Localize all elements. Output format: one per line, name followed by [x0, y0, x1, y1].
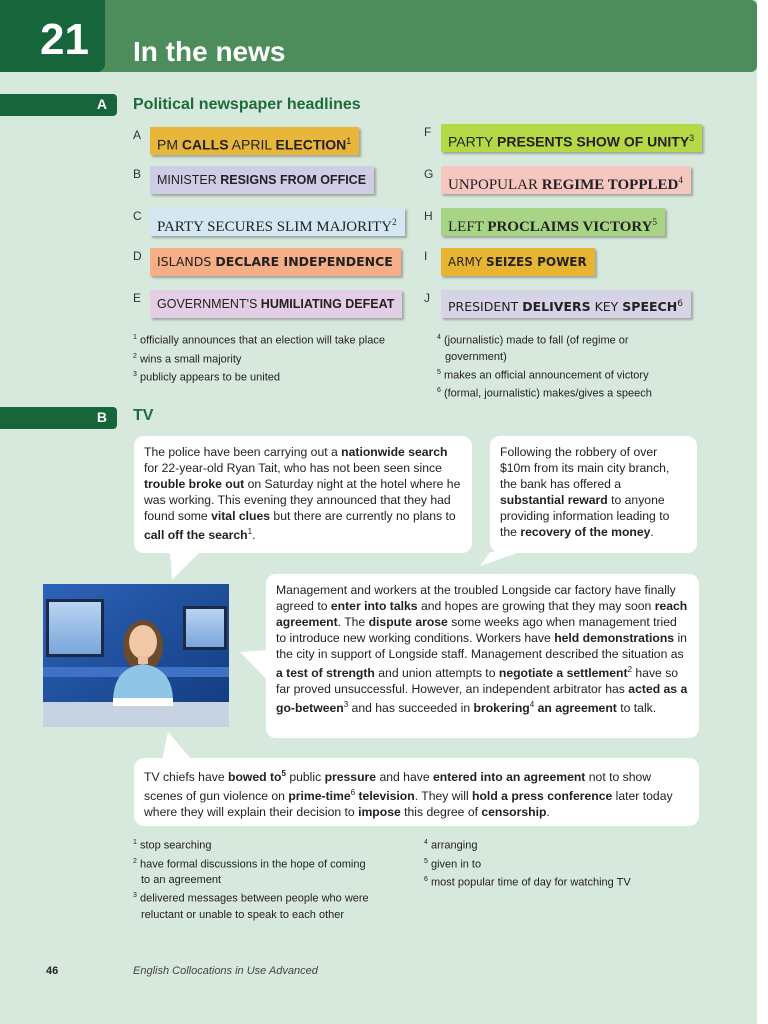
collocation: held demonstrations [554, 631, 675, 645]
bubble-text: to talk. [616, 701, 657, 716]
bubble-text: some weeks ago when management tried to introduce new working conditions. Workers have [276, 615, 677, 645]
footnote-text: given in to [427, 858, 482, 871]
news-bubble-police [134, 436, 472, 553]
bubble-text: Management and workers at the troubled Longside car factory have finally agreed to [276, 583, 676, 613]
unit-number: 21 [40, 15, 89, 64]
footnote [133, 888, 403, 923]
footnote-number: 2 [133, 352, 137, 360]
bubble-text: TV chiefs have [144, 770, 228, 785]
footnote [424, 835, 694, 854]
headline-text: HUMILIATING DEFEAT [260, 297, 395, 311]
footnote-text: stop searching [136, 839, 212, 852]
footnote-text: publicly appears to be united [136, 371, 281, 384]
collocation: vital clues [211, 509, 271, 523]
bubble-text: not to show scenes of gun violence on [144, 770, 652, 804]
bubble3-tail [240, 650, 267, 680]
bubble-text: in the city in support of Longside staff. Management described the situation as [276, 631, 687, 661]
footnote-number: 4 [424, 839, 428, 846]
footnote-ref: 6 [350, 788, 356, 798]
bubble-text: on Saturday night at the hotel where he was working. This evening they announced that they had found some [144, 477, 461, 523]
footnote-number: 5 [424, 857, 428, 865]
collocation: television [355, 789, 415, 804]
headline-letter: I [424, 249, 428, 263]
footnote-ref: 3 [343, 700, 349, 710]
headline-text: CALLS [181, 136, 229, 153]
footnote [133, 854, 403, 889]
page-number: 46 [46, 965, 59, 977]
footnote-number: 1 [133, 334, 137, 341]
headline-letter: D [133, 249, 142, 263]
unit-title: In the news [133, 36, 286, 67]
collocation: enter into talks [330, 599, 418, 613]
headline-footnote-ref: 3 [689, 133, 695, 143]
collocation: 5 [281, 769, 286, 778]
footnote-text: arranging [427, 839, 478, 852]
section-b-footnotes-right [424, 835, 694, 891]
headline-footnote-ref: 1 [346, 136, 352, 146]
footnote [424, 872, 694, 891]
bubble-text: and union attempts to [374, 666, 499, 681]
footnote-text-continued: to an agreement [141, 874, 222, 887]
headline-text: PARTY SECURES SLIM MAJORITY [157, 219, 393, 235]
bubble-text: later today where they will explain their decision to [144, 789, 673, 820]
headline-text: KEY [590, 299, 623, 315]
footnote [133, 835, 403, 854]
headline-letter: F [424, 125, 432, 139]
section-a-letter: A [96, 96, 107, 112]
bubble-text: . They will [414, 789, 473, 804]
collocation: substantial reward [500, 493, 608, 507]
bubble-text: . [546, 805, 550, 820]
headline-letter: G [424, 167, 434, 181]
footnote-text: officially announces that an election will take place [136, 334, 385, 347]
footnote-ref: 1 [247, 527, 253, 536]
collocation: bowed to [228, 770, 282, 785]
headline-text: PARTY [448, 133, 498, 150]
collocation: nationwide search [341, 445, 448, 459]
footnote-text-continued: reluctant or unable to speak to each other [141, 908, 345, 921]
collocation: prime-time [288, 789, 351, 804]
section-a-title: Political newspaper headlines [133, 96, 361, 113]
headline-text: REGIME TOPPLED [541, 177, 679, 193]
footnote-number: 1 [133, 839, 137, 846]
bubble-text: and have [376, 770, 433, 785]
headline-text: LEFT [448, 219, 488, 235]
news-bubble-factory [266, 574, 699, 738]
headline-letter: A [133, 128, 142, 142]
footnote-number: 6 [437, 387, 441, 395]
footnote [424, 854, 694, 873]
headline-footnote-ref: 5 [652, 217, 658, 227]
bubble-text: public [285, 770, 325, 785]
footnote-text: makes an official announcement of victory [440, 369, 649, 382]
headline-text: DECLARE INDEPENDENCE [215, 254, 393, 269]
headline-footnote-ref: 6 [677, 299, 683, 309]
bubble-text: but there are currently no plans to [270, 509, 456, 523]
headline-text: ELECTION [275, 136, 347, 153]
headline-text: ISLANDS [157, 254, 216, 269]
headline-text: PRESENTS SHOW OF UNITY [497, 133, 690, 150]
footnote-number: 3 [133, 371, 137, 379]
bubble-text: . [252, 528, 256, 543]
bubble-text: have so far proved unsuccessful. However, an independent arbitrator has [276, 666, 679, 697]
headline-text: PROCLAIMS VICTORY [487, 219, 653, 235]
footnote-text: (journalistic) made to fall (of regime or [440, 334, 629, 347]
footnote-number: 6 [424, 876, 428, 884]
headline-footnote-ref: 2 [392, 217, 397, 227]
headline-text: DELIVERS [522, 299, 591, 315]
collocation: an agreement [534, 701, 617, 716]
collocation: a test of strength [276, 666, 375, 681]
collocation: brokering [473, 701, 530, 716]
bubble4-tail [162, 732, 192, 760]
bubble-text: . The [337, 615, 369, 629]
footnote-number: 2 [133, 857, 137, 865]
headline-text: ARMY [448, 255, 487, 269]
bubble-text: . [650, 525, 654, 539]
headline-text: SEIZES POWER [486, 255, 587, 269]
headline-text: RESIGNS FROM OFFICE [220, 173, 367, 187]
footnote-text: wins a small majority [136, 353, 242, 366]
headline-text: MINISTER [157, 173, 221, 187]
footnote-number: 5 [437, 368, 441, 376]
bubble-text: this degree of [400, 805, 482, 820]
bubble-text: Following the robbery of over $10m from its main city branch, the bank has offered a [500, 445, 670, 491]
bubble1-tail [170, 552, 200, 580]
headline-text: PM [157, 136, 182, 153]
section-b-title: TV [133, 407, 154, 424]
footnote-text: (formal, journalistic) makes/gives a speech [440, 387, 652, 400]
collocation: negotiate a settlement [498, 666, 628, 681]
collocation: trouble broke out [144, 477, 245, 491]
news-bubble-tv-chiefs [134, 758, 699, 826]
headline-text: UNPOPULAR [448, 177, 542, 193]
section-b-footnotes-left [133, 835, 403, 923]
bubble-text: and hopes are growing that they may soon [417, 599, 655, 613]
collocation: recovery of the money [520, 525, 651, 539]
headline-text: APRIL [228, 136, 276, 153]
footnote-ref: 2 [627, 665, 633, 674]
collocation: censorship [481, 805, 547, 820]
bubble-text: for 22-year-old Ryan Tait, who has not been seen since [144, 461, 442, 475]
collocation: acted as a go-between [276, 682, 688, 716]
footnote-ref: 4 [529, 700, 535, 710]
section-b-letter: B [96, 409, 107, 425]
headline-text: GOVERNMENT'S [157, 297, 261, 311]
collocation: entered into an agreement [432, 770, 586, 785]
collocation: hold a press conference [472, 789, 613, 804]
footnote-text-continued: government) [445, 350, 507, 363]
headline-footnote-ref: 4 [678, 175, 683, 185]
footnote-text: have formal discussions in the hope of coming [136, 858, 366, 871]
footnote-number: 4 [437, 334, 441, 341]
headline-letter: E [133, 291, 142, 305]
headline-text: SPEECH [622, 299, 678, 315]
bubble-text: to anyone providing information leading to the [500, 493, 670, 539]
headline-letter: J [424, 291, 430, 305]
book-title: English Collocations in Use Advanced [133, 965, 318, 977]
collocation: impose [358, 805, 401, 820]
footnote-text: delivered messages between people who were [136, 892, 369, 905]
collocation: reach agreement [276, 599, 688, 629]
headline-letter: H [424, 209, 433, 223]
bubble-text: and has succeeded in [348, 701, 474, 716]
headline-letter: B [133, 167, 142, 181]
footnote-text: most popular time of day for watching TV [427, 876, 631, 889]
bubble2-tail [480, 552, 520, 566]
headline-letter: C [133, 209, 142, 223]
news-bubble-bank [490, 436, 697, 553]
tv-newsreader-photo [43, 584, 229, 727]
headline-text: PRESIDENT [448, 299, 523, 315]
collocation: call off the search [144, 528, 248, 543]
collocation: dispute arose [368, 615, 448, 629]
bubble-text: The police have been carrying out a [144, 445, 342, 459]
collocation: pressure [324, 770, 377, 785]
footnote-number: 3 [133, 892, 137, 900]
